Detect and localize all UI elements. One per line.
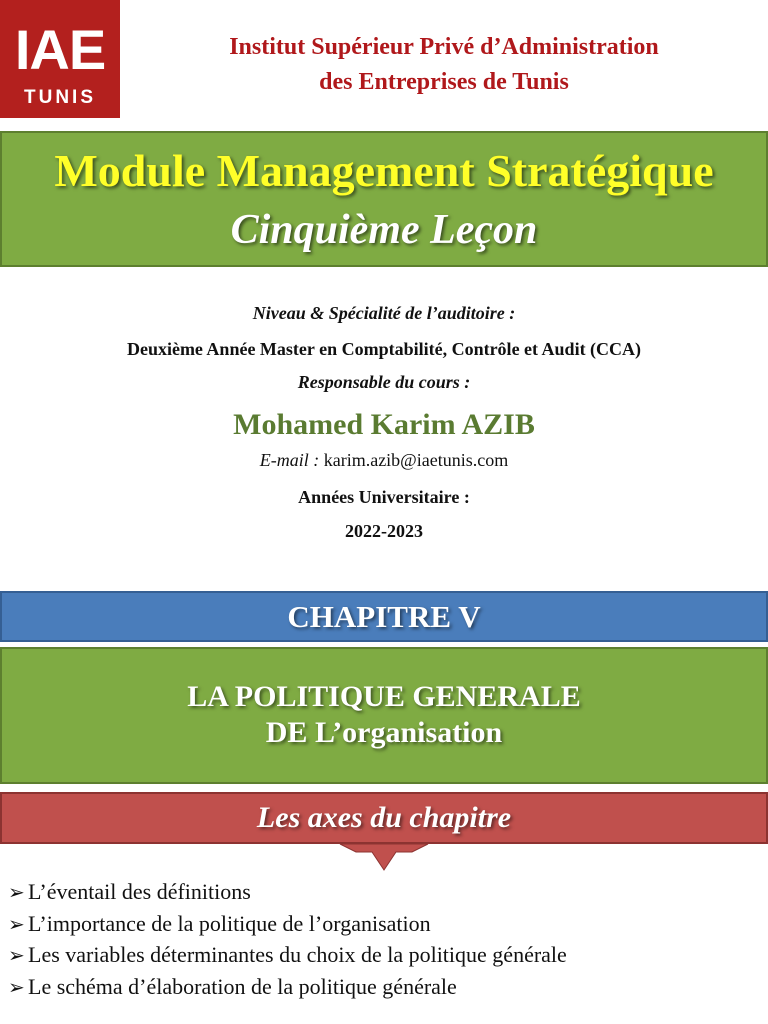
chapter-topic-line-1: LA POLITIQUE GENERALE	[187, 680, 581, 713]
email-label: E-mail :	[259, 450, 320, 470]
arrow-bullet-icon: ➢	[8, 913, 25, 936]
list-item-text: L’éventail des définitions	[28, 879, 251, 904]
list-item-text: Les variables déterminantes du choix de la politique générale	[28, 942, 567, 967]
institution-line-2: des Entreprises de Tunis	[319, 69, 569, 95]
list-item	[8, 972, 567, 1004]
module-subtitle: Cinquième Leçon	[230, 207, 538, 253]
list-item	[8, 940, 567, 972]
list-item-text: L’importance de la politique de l’organisation	[28, 910, 431, 936]
institution-line-1: Institut Supérieur Privé d’Administration	[229, 34, 659, 60]
audience-value: Deuxième Année Master en Comptabilité, Contrôle et Audit (CCA)	[126, 339, 642, 359]
module-title: Module Management Stratégique	[54, 145, 714, 196]
logo-text: IAE	[14, 18, 106, 81]
chapter-banner: CHAPITRE V	[0, 591, 768, 642]
academic-year-value: 2022-2023	[345, 521, 423, 541]
chapter-topic-banner	[0, 647, 768, 784]
chapter-topic	[2, 679, 766, 751]
email-address: karim.azib@iaetunis.com	[323, 450, 509, 470]
axes-list	[8, 877, 567, 1003]
list-item-text: Le schéma d’élaboration de la politique générale	[28, 973, 457, 999]
module-banner	[0, 131, 768, 267]
instructor-email-line	[0, 450, 768, 471]
list-item	[8, 909, 567, 941]
arrow-bullet-icon: ➢	[8, 976, 25, 999]
list-item	[8, 877, 567, 909]
instructor-name: Mohamed Karim AZIB	[233, 408, 535, 441]
logo-subtext: TUNIS	[24, 87, 96, 108]
institution-name	[120, 30, 768, 100]
audience-label: Niveau & Spécialité de l’auditoire :	[252, 303, 516, 323]
instructor-label: Responsable du cours :	[297, 372, 471, 392]
down-arrow-icon	[0, 844, 768, 872]
arrow-bullet-icon: ➢	[8, 882, 25, 904]
academic-year-label: Années Universitaire :	[298, 487, 470, 507]
iae-logo	[0, 0, 120, 118]
axes-banner: Les axes du chapitre	[0, 792, 768, 844]
chapter-topic-line-2: DE L’organisation	[265, 716, 503, 749]
arrow-bullet-icon: ➢	[8, 945, 25, 967]
